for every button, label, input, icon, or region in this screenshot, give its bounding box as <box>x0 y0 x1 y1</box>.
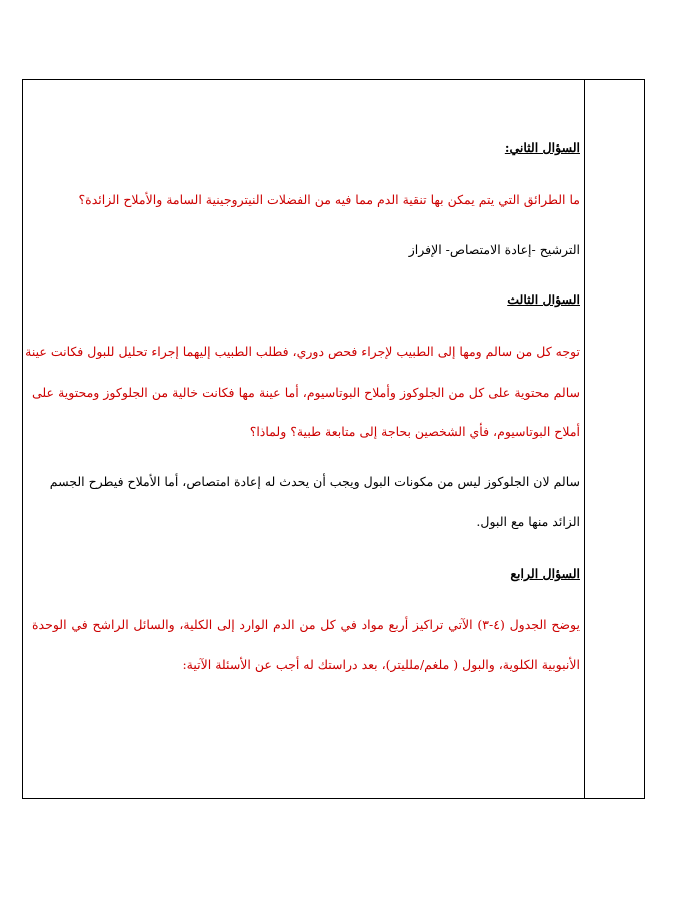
q3-answer-line: الزائد منها مع البول. <box>476 514 580 529</box>
q3-heading: السؤال الثالث <box>507 292 580 307</box>
q2-question: ما الطرائق التي يتم يمكن بها تنقية الدم مما فيه من الفضلات النيتروجينية السامة والأملاح الزائدة؟ <box>78 192 580 207</box>
q3-question-line: سالم محتوية على كل من الجلوكوز وأملاح البوتاسيوم، أما عينة مها فكانت خالية من الجلوكوز ومحتوية على <box>32 385 580 400</box>
column-divider <box>584 80 585 798</box>
q4-question-line: الأنبوبية الكلوية، والبول ( ملغم/ملليتر)، بعد دراستك له أجب عن الأسئلة الآتية: <box>182 657 580 672</box>
q2-answer: الترشيح -إعادة الامتصاص- الإفراز <box>408 242 580 257</box>
q4-heading: السؤال الرابع <box>510 566 580 581</box>
q3-question-line: أملاح البوتاسيوم، فأي الشخصين بحاجة إلى متابعة طبية؟ ولماذا؟ <box>249 424 580 439</box>
q2-heading: السؤال الثاني: <box>504 140 580 155</box>
worksheet-table <box>22 79 645 799</box>
q3-question-line: توجه كل من سالم ومها إلى الطبيب لإجراء فحص دوري، فطلب الطبيب إليهما إجراء تحليل للبول فكانت عينة <box>25 344 580 359</box>
q4-question-line: يوضح الجدول (٤-٣) الآتي تراكيز أربع مواد في كل من الدم الوارد إلى الكلية، والسائل الراشح في الوحدة <box>32 617 580 632</box>
q3-answer-line: سالم لان الجلوكوز ليس من مكونات البول ويجب أن يحدث له إعادة امتصاص، أما الأملاح فيطرح الجسم <box>49 474 580 489</box>
